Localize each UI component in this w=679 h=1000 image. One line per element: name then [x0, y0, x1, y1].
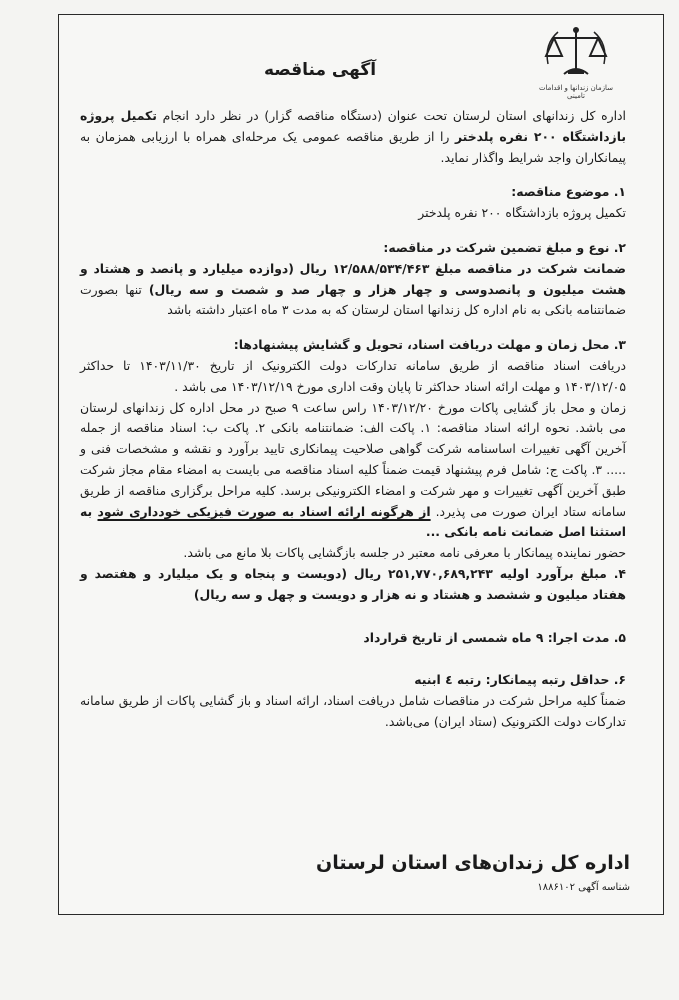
scales-emblem-icon [538, 24, 614, 86]
physical-docs-warning: از هرگونه ارائه اسناد به صورت فیزیکی خودداری شود [97, 503, 431, 519]
bank-guarantee-exception: به استثنا اصل ضمانت نامه بانکی ... [80, 503, 626, 540]
section-2-text [80, 259, 626, 321]
issuer-signature: اداره کل زندان‌های استان لرستان [316, 852, 630, 874]
intro-text-2: را از طریق مناقصه عمومی یک مرحله‌ای همراه با ارزیابی همزمان به پیمانکاران واجد شرایط واگذار نماید. [80, 128, 626, 165]
section-6-heading: ۶. حداقل رتبه پیمانکار: رتبه ٤ ابنیه [414, 672, 626, 688]
emblem-caption: سازمان زندانها و اقدامات تامینی [538, 84, 614, 100]
envelopes-text: زمان و محل باز گشایی پاکات مورخ ۱۴۰۳/۱۲/۲۰ راس ساعت ۹ صبح در محل اداره کل زندانهای لرستان می باشد. نحوه ارائه اسناد مناقصه: ۱. پاکت الف: ضمانتنامه بانکی ۲. پاکت ب: اسناد مناقصه از جمله آخرین آگهی تغییرات اساسنامه شرکت گواهی صلاحیت پیمانکاری تایید برآورد و نقشه و مشخصات فنی و ..... ۳. پاکت ج: شامل فرم پیشنهاد قیمت ضمناً کلیه اسناد مناقصه می بایست به امضاء مقام مجاز شرکت طبق آخرین آگهی تغییرات و مهر شرکت و امضاء الکترونیکی برسد. کلیه مراحل برگزاری مناقصه از طریق سامانه ستاد ایران صورت می پذیرد. [80, 399, 626, 519]
section-4-text: ۴. مبلغ برآورد اولیه ۲۵۱,۷۷۰,۶۸۹,۲۴۳ ریال (دویست و پنجاه و یک میلیارد و هفتصد و هفتاد میلیون و ششصد و هشتاد و نه هزار و دویست و چهل و سه ریال) [80, 565, 626, 602]
guarantee-terms: تنها بصورت ضمانتنامه بانکی به نام اداره کل زندانها استان لرستان که به مدت ۳ ماه اعتبار داشته باشد [80, 281, 626, 318]
section-3-text-2 [80, 398, 626, 544]
section-1-heading: ۱. موضوع مناقصه: [511, 184, 626, 200]
section-6-text: ضمناً کلیه مراحل شرکت در مناقصات شامل دریافت اسناد، ارائه اسناد و باز گشایی پاکات از طریق سامانه تدارکات دولت الکترونیک (ستاد ایران) می‌باشد. [80, 693, 626, 729]
announcement-body [80, 106, 626, 733]
ad-identifier: شناسه آگهی ۱۸۸۶۱۰۲ [537, 882, 630, 893]
emblem-logo [538, 24, 614, 100]
section-2-heading: ۲. نوع و مبلغ تضمین شرکت در مناقصه: [383, 239, 626, 255]
guarantee-amount: ضمانت شرکت در مناقصه مبلغ ۱۲/۵۸۸/۵۳۴/۴۶۳ ریال (دوازده میلیارد و پانصد و هشتاد و هشت میلیون و پانصدوسی و چهار هزار و چهار صد و شصت و سه ریال) [80, 260, 626, 297]
intro-text-1: اداره کل زندانهای استان لرستان تحت عنوان (دستگاه مناقصه گزار) در نظر دارد انجام [156, 108, 627, 123]
intro-project-name: تکمیل پروژه بازداشتگاه ۲۰۰ نفره پلدختر [80, 108, 626, 144]
section-1-text: تکمیل پروژه بازداشتگاه ۲۰۰ نفره پلدختر [418, 205, 626, 221]
section-5-text: ۵. مدت اجرا: ۹ ماه شمسی از تاریخ قرارداد [363, 629, 626, 645]
section-3-text-1: دریافت اسناد مناقصه از طریق سامانه تدارکات دولت الکترونیک از تاریخ ۱۴۰۳/۱۱/۳۰ تا حداکثر ۱۴۰۳/۱۲/۰۵ و مهلت ارائه اسناد حداکثر تا پایان وقت اداری مورخ ۱۴۰۳/۱۲/۱۹ می باشد . [80, 357, 627, 394]
page-title: آگهی مناقصه [263, 60, 377, 80]
section-3-heading: ۳. محل زمان و مهلت دریافت اسناد، تحویل و گشایش پیشنهادها: [233, 337, 626, 353]
section-3-text-3: حضور نماینده پیمانکار با معرفی نامه معتبر در جلسه بازگشایی پاکات بلا مانع می باشد. [183, 545, 626, 561]
intro-paragraph [80, 106, 626, 168]
